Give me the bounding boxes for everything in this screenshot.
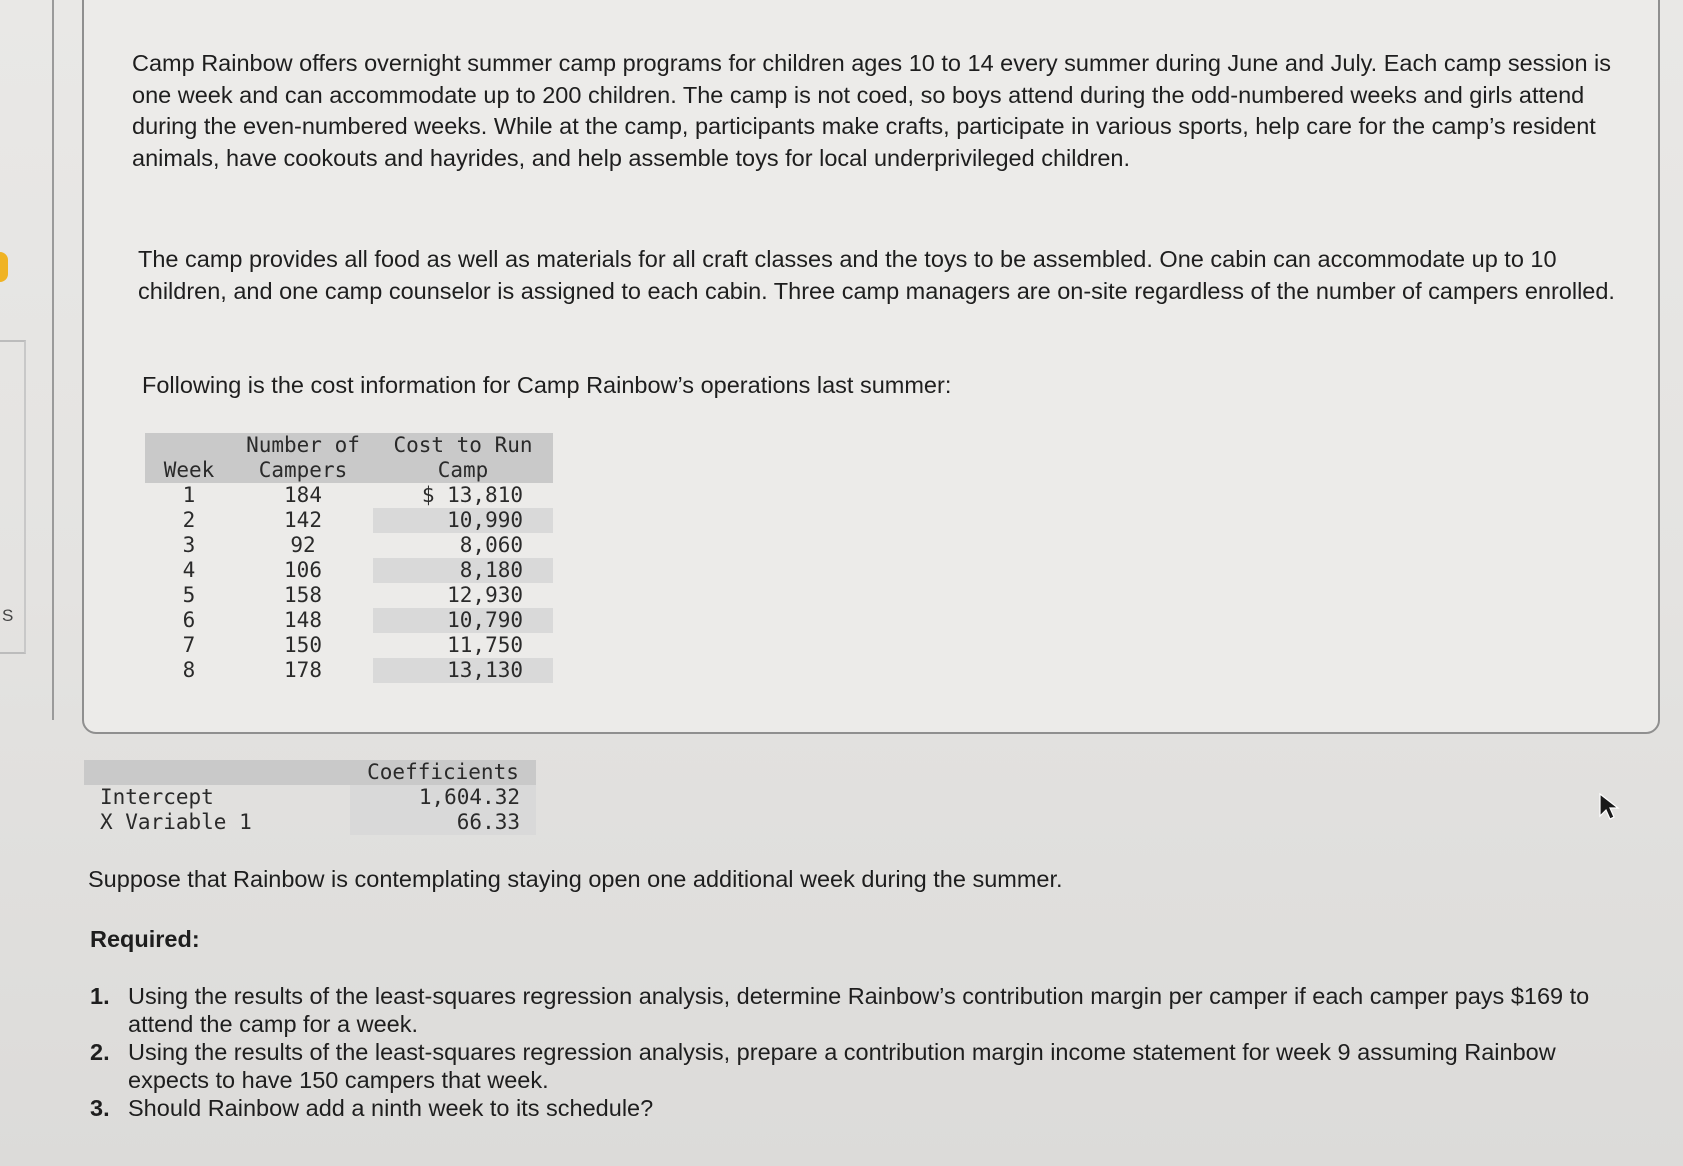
- header-week: Week: [145, 458, 233, 483]
- table-row: [145, 533, 553, 558]
- header-campers-line2: Campers: [233, 458, 373, 483]
- header-week-blank: [145, 433, 233, 458]
- week-cell: 2: [182, 508, 196, 532]
- week-cell: 4: [182, 558, 196, 582]
- cost-cell: 8,060: [459, 533, 523, 557]
- cost-cell: 13,130: [373, 658, 553, 683]
- campers-cell: 148: [284, 608, 322, 632]
- header-campers-line1: Number of: [233, 433, 373, 458]
- cost-table: [145, 433, 553, 683]
- week-cell: 1: [182, 483, 196, 507]
- list-item: [90, 1094, 1610, 1122]
- coefficients-table: [84, 760, 536, 835]
- table-row: [145, 508, 553, 533]
- suppose-text: Suppose that Rainbow is contemplating staying open one additional week during the summer.: [88, 866, 1063, 892]
- requirement-number: 1.: [90, 983, 110, 1009]
- campers-cell: 178: [284, 658, 322, 682]
- coef-label: Intercept: [100, 785, 214, 809]
- table-row: [84, 810, 536, 835]
- requirement-text: Using the results of the least-squares regression analysis, determine Rainbow’s contribution margin per camper if each camper pays $169 to attend the camp for a week.: [128, 983, 1590, 1037]
- coef-header-row: [84, 760, 536, 785]
- cost-cell: $ 13,810: [421, 483, 523, 507]
- requirement-text: Should Rainbow add a ninth week to its schedule?: [128, 1095, 654, 1121]
- table-row: [145, 583, 553, 608]
- coef-value: 1,604.32: [350, 785, 536, 810]
- list-item: [90, 982, 1610, 1038]
- header-cost-line2: Camp: [373, 458, 553, 483]
- requirements-list: [90, 982, 1610, 1122]
- week-cell: 8: [182, 658, 196, 682]
- campers-cell: 106: [284, 558, 322, 582]
- intro-paragraph-2: The camp provides all food as well as materials for all craft classes and the toys to be assembled. One cabin can accommodate up to 10 children, and one camp counselor is assigned to each cabin. Three camp managers are on-site regardless of the number of campers enrolled.: [138, 246, 1615, 304]
- list-item: [90, 1038, 1610, 1094]
- requirement-number: 3.: [90, 1095, 110, 1121]
- campers-cell: 158: [284, 583, 322, 607]
- coef-value: 66.33: [350, 810, 536, 835]
- week-cell: 6: [182, 608, 196, 632]
- left-panel-letter: S: [2, 606, 14, 625]
- requirement-text: Using the results of the least-squares regression analysis, prepare a contribution margin income statement for week 9 assuming Rainbow expects to have 150 campers that week.: [128, 1039, 1556, 1093]
- mouse-pointer-icon: [1598, 792, 1620, 822]
- required-heading: Required:: [90, 926, 200, 952]
- campers-cell: 184: [284, 483, 322, 507]
- cost-cell: 8,180: [373, 558, 553, 583]
- campers-cell: 142: [284, 508, 322, 532]
- campers-cell: 92: [290, 533, 316, 557]
- requirement-number: 2.: [90, 1039, 110, 1065]
- header-cost-line1: Cost to Run: [373, 433, 553, 458]
- coef-header: Coefficients: [350, 760, 536, 785]
- cost-cell: 11,750: [447, 633, 523, 657]
- coef-header-blank: [84, 760, 350, 785]
- week-cell: 3: [182, 533, 196, 557]
- table-row: [145, 608, 553, 633]
- cost-cell: 10,990: [373, 508, 553, 533]
- left-divider-line: [52, 0, 54, 720]
- table-row: [145, 658, 553, 683]
- intro-paragraph-1: Camp Rainbow offers overnight summer camp programs for children ages 10 to 14 every summer during June and July. Each camp session is one week and can accommodate up to 200 children. The camp is not coed, so boys attend during the odd-numbered weeks and girls attend during the even-numbered weeks. While at the camp, participants make crafts, participate in various sports, help care for the camp’s resident animals, have cookouts and hayrides, and help assemble toys for local underprivileged children.: [132, 50, 1612, 171]
- cost-cell: 12,930: [447, 583, 523, 607]
- cost-table-header-row-1: [145, 433, 553, 458]
- table-row: [84, 785, 536, 810]
- week-cell: 7: [182, 633, 196, 657]
- table-row: [145, 558, 553, 583]
- campers-cell: 150: [284, 633, 322, 657]
- table-row: [145, 633, 553, 658]
- week-cell: 5: [182, 583, 196, 607]
- table-row: [145, 483, 553, 508]
- left-indicator-dot: [0, 252, 8, 282]
- intro-paragraph-3: Following is the cost information for Camp Rainbow’s operations last summer:: [142, 372, 952, 398]
- cost-table-header-row-2: [145, 458, 553, 483]
- cost-cell: 10,790: [373, 608, 553, 633]
- coef-label: X Variable 1: [100, 810, 252, 834]
